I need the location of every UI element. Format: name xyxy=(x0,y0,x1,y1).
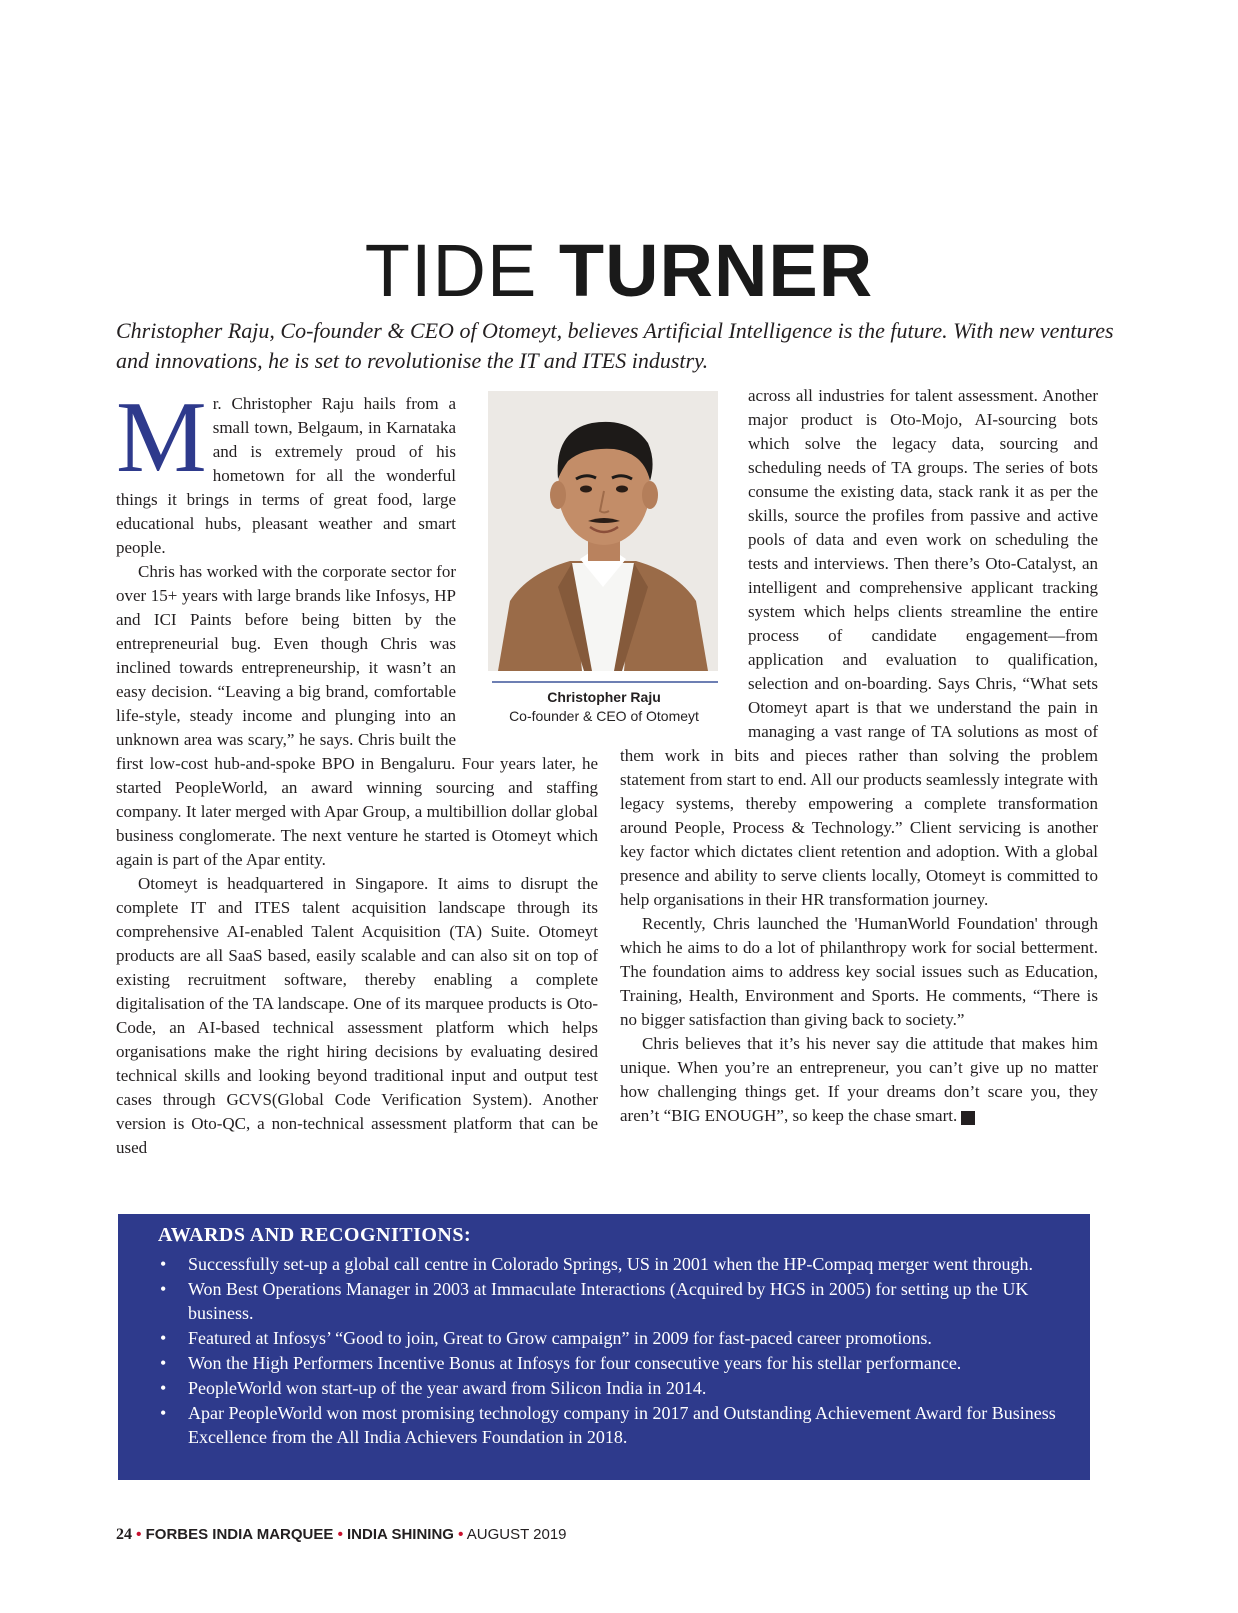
bullet-icon: • xyxy=(160,1403,167,1423)
left-paragraph-1-text: r. Christopher Raju hails from a small town, Belgaum, in Karnataka and is extremely proud of his hometown for all the wonderful things it brings in terms of great food, large educational hubs, pleasant weather and smart people. xyxy=(116,394,456,557)
photo-caption xyxy=(488,688,720,726)
page-footer xyxy=(116,1525,816,1545)
portrait-illustration xyxy=(488,391,718,671)
footer-separator: • xyxy=(136,1526,142,1543)
bullet-icon: • xyxy=(160,1279,167,1299)
caption-divider xyxy=(492,681,718,683)
footer-separator: • xyxy=(337,1526,343,1543)
award-text: Apar PeopleWorld won most promising technology company in 2017 and Outstanding Achievement Award for Business Excellence from the All India Achievers Foundation in 2018. xyxy=(188,1403,1056,1447)
caption-name: Christopher Raju xyxy=(547,689,661,705)
bullet-icon: • xyxy=(160,1328,167,1348)
award-text: Won Best Operations Manager in 2003 at Immaculate Interactions (Acquired by HGS in 2005) for setting up the UK business. xyxy=(188,1279,1029,1323)
right-paragraph-3-text: Chris believes that it’s his never say die attitude that makes him unique. When you’re an entrepreneur, you can’t give up no matter how challenging things get. If your dreams don’t scare you, they aren’t “BIG ENOUGH”, so keep the chase smart. xyxy=(620,1034,1098,1125)
magazine-name: FORBES INDIA MARQUEE xyxy=(145,1526,334,1543)
title-bold: TURNER xyxy=(558,229,874,312)
portrait-photo xyxy=(488,391,718,671)
bullet-icon: • xyxy=(160,1353,167,1373)
bullet-icon: • xyxy=(160,1378,167,1398)
right-paragraph-1: across all industries for talent assessment. Another major product is Oto-Mojo, AI-sourcing bots which solve the legacy data, sourcing and scheduling needs of TA groups. The series of bots consume the existing data, stack rank it as per the skills, source the profiles from passive and active pools of data and even work on scheduling the tests and interviews. Then there’s Oto-Catalyst, an intelligent and comprehensive applicant tracking system which helps clients streamline the entire process of candidate engagement—from application and evaluation to qualification, selection and on-boarding. Says Chris, “What sets Otomeyt apart is that we understand the pain in managing a vast range of TA solutions as most of them work in bits and pieces rather than solving the problem statement from start to end. All our products seamlessly integrate with legacy systems, thereby empowering a complete transformation around People, Process & Technology.” Client servicing is another key factor which dictates client retention and adoption. With a global presence and ability to serve clients locally, Otomeyt is committed to help organisations in their HR transformation journey. xyxy=(620,386,1098,909)
right-paragraph-2: Recently, Chris launched the 'HumanWorld Foundation' through which he aims to do a lot of philanthropy work for social betterment. The foundation aims to address key social issues such as Education, Training, Health, Environment and Sports. He comments, “There is no bigger satisfaction than giving back to society.” xyxy=(620,914,1098,1029)
award-item xyxy=(140,1252,1066,1276)
bullet-icon: • xyxy=(160,1254,167,1274)
awards-list xyxy=(140,1252,1066,1449)
article-title xyxy=(0,228,1238,314)
award-item xyxy=(140,1277,1066,1325)
awards-heading: AWARDS AND RECOGNITIONS: xyxy=(158,1224,472,1246)
title-light: TIDE xyxy=(364,229,538,312)
left-paragraph-3: Otomeyt is headquartered in Singapore. It aims to disrupt the complete IT and ITES talent acquisition landscape through its comprehensive AI-enabled Talent Acquisition (TA) Suite. Otomeyt products are all SaaS based, easily scalable and can also sit on top of existing recruitment software, thereby enabling a complete digitalisation of the TA landscape. One of its marquee products is Oto-Code, an AI-based technical assessment platform which helps organisations make the right hiring decisions by evaluating desired technical skills and looking beyond traditional input and output test cases through GCVS(Global Code Verification System). Another version is Oto-QC, a non-technical assessment platform that can be used xyxy=(116,874,598,1157)
footer-separator: • xyxy=(458,1526,464,1543)
right-paragraph-3 xyxy=(620,1032,1098,1128)
article-deck: Christopher Raju, Co-founder & CEO of Otomeyt, believes Artificial Intelligence is the future. With new ventures and innovations, he is set to revolutionise the IT and ITES industry. xyxy=(116,318,1114,373)
award-item xyxy=(140,1401,1066,1449)
page-number: 24 xyxy=(116,1526,132,1543)
award-text: Successfully set-up a global call centre in Colorado Springs, US in 2001 when the HP-Compaq merger went through. xyxy=(188,1254,1034,1274)
left-paragraph-2: Chris has worked with the corporate sector for over 15+ years with large brands like Infosys, HP and ICI Paints before being bitten by the entrepreneurial bug. Even though Chris was inclined towards entrepreneurship, it wasn’t an easy decision. “Leaving a big brand, comfortable life-style, steady income and plunging into an unknown area was scary,” he says. Chris built the first low-cost hub-and-spoke BPO in Bengaluru. Four years later, he started PeopleWorld, an award winning sourcing and staffing company. It later merged with Apar Group, a multibillion dollar global business conglomerate. The next venture he started is Otomeyt which again is part of the Apar entity. xyxy=(116,562,598,869)
award-text: Won the High Performers Incentive Bonus at Infosys for four consecutive years for his stellar performance. xyxy=(188,1353,962,1373)
awards-box xyxy=(118,1214,1090,1480)
award-item xyxy=(140,1376,1066,1400)
issue-date: AUGUST 2019 xyxy=(466,1526,567,1543)
caption-role: Co-founder & CEO of Otomeyt xyxy=(509,708,699,724)
drop-cap: M xyxy=(116,381,207,494)
section-name: INDIA SHINING xyxy=(347,1526,454,1543)
award-text: PeopleWorld won start-up of the year award from Silicon India in 2014. xyxy=(188,1378,707,1398)
award-item xyxy=(140,1351,1066,1375)
award-text: Featured at Infosys’ “Good to join, Great to Grow campaign” in 2009 for fast-paced career promotions. xyxy=(188,1328,932,1348)
award-item xyxy=(140,1326,1066,1350)
end-mark-icon: F xyxy=(961,1111,975,1125)
